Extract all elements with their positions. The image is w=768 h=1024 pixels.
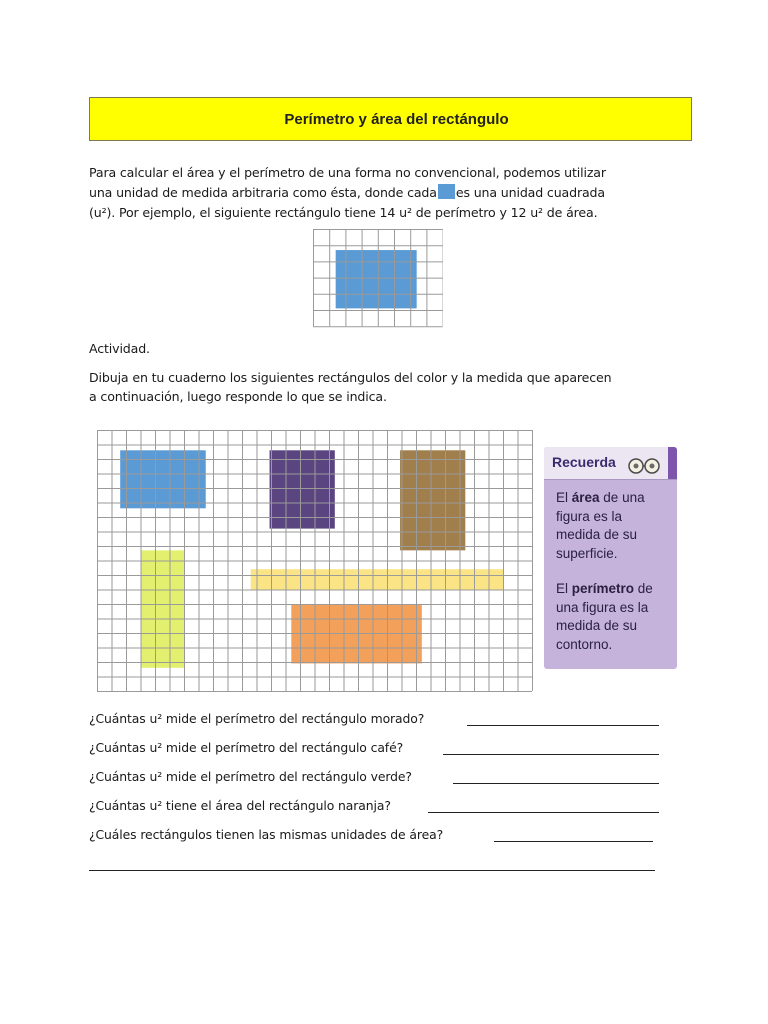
activity-line-1: Dibuja en tu cuaderno los siguientes rectángulos del color y la medida que aparecen (89, 370, 612, 385)
area-def-line-2: figura es la (556, 508, 623, 524)
question-5: ¿Cuáles rectángulos tienen las mismas unidades de área? (89, 827, 444, 842)
perimetro-def-line-2: una figura es la (556, 599, 649, 615)
green-rectangle (141, 550, 185, 667)
page-title: Perímetro y área del rectángulo (284, 110, 509, 128)
intro-line-2-end: es una unidad cuadrada (455, 185, 605, 200)
answer-line-4[interactable] (428, 812, 659, 813)
recuerda-box (544, 447, 677, 669)
unit-square-icon (438, 184, 455, 199)
brown-rectangle (400, 450, 465, 550)
answer-line-1[interactable] (467, 725, 659, 726)
perimetro-def-line-4: contorno. (556, 636, 613, 652)
activity-grid (97, 430, 533, 692)
intro-line-2 (89, 183, 605, 204)
question-1: ¿Cuántas u² mide el perímetro del rectángulo morado? (89, 711, 425, 726)
activity-line-2: a continuación, luego responde lo que se indica. (89, 389, 387, 404)
recuerda-accent (668, 447, 677, 479)
answer-line-6[interactable] (89, 870, 655, 871)
recuerda-title: Recuerda (552, 454, 616, 470)
question-2: ¿Cuántas u² mide el perímetro del rectángulo café? (89, 740, 404, 755)
glasses-icon (626, 453, 662, 475)
question-4: ¿Cuántas u² tiene el área del rectángulo naranja? (89, 798, 391, 813)
area-def-line-4: superficie. (556, 545, 618, 561)
perimetro-def-line-1: El perímetro de (556, 581, 653, 596)
perimetro-def-line-3: medida de su (556, 618, 638, 633)
area-def-line-1: El área de una (556, 490, 645, 505)
answer-line-2[interactable] (443, 754, 659, 755)
intro-line-2-start: una unidad de medida arbitraria como ésta, donde cada (89, 185, 437, 200)
intro-line-1: Para calcular el área y el perímetro de una forma no convencional, podemos utilizar (89, 165, 606, 180)
title-banner (89, 97, 692, 141)
perimetro-definition (556, 580, 653, 654)
example-grid (313, 229, 443, 328)
activity-heading: Actividad. (89, 341, 150, 356)
purple-rectangle (270, 450, 335, 528)
area-definition (556, 489, 645, 563)
answer-line-3[interactable] (453, 783, 659, 784)
answer-line-5[interactable] (494, 841, 653, 842)
yellow-rectangle (251, 569, 503, 589)
recuerda-header (544, 447, 677, 480)
intro-line-3: (u²). Por ejemplo, el siguiente rectángulo tiene 14 u² de perímetro y 12 u² de área. (89, 205, 598, 220)
area-def-line-3: medida de su (556, 527, 638, 542)
question-3: ¿Cuántas u² mide el perímetro del rectángulo verde? (89, 769, 412, 784)
example-blue-rectangle (336, 250, 417, 308)
